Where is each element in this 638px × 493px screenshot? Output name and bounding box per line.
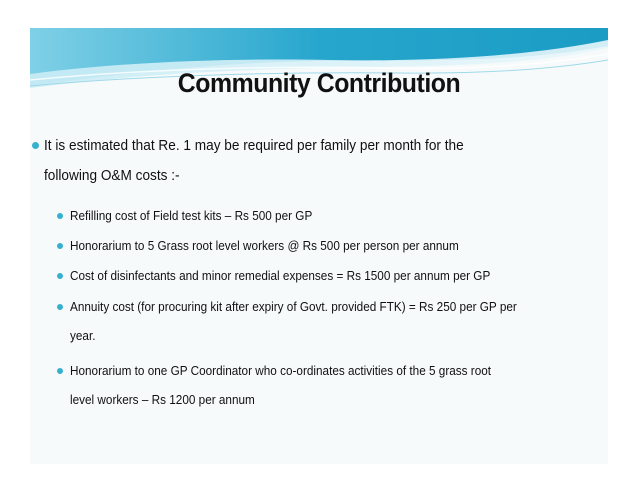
sub-bullet-line: Honorarium to 5 Grass root level workers @ Rs 500 per person per annum — [70, 239, 459, 253]
sub-bullet — [70, 202, 600, 231]
main-bullet-line-2: following O&M costs :- — [44, 168, 180, 184]
slide — [30, 28, 608, 464]
sub-bullet-line: Refilling cost of Field test kits – Rs 500 per GP — [70, 209, 313, 223]
sub-bullet-line: Annuity cost (for procuring kit after expiry of Govt. provided FTK) = Rs 250 per GP per — [70, 300, 517, 314]
bullet-dot-icon — [32, 142, 39, 149]
bullet-dot-icon — [57, 304, 63, 310]
sub-bullet — [70, 232, 600, 261]
sub-bullet-line: Cost of disinfectants and minor remedial expenses = Rs 1500 per annum per GP — [70, 269, 491, 283]
bullet-dot-icon — [57, 213, 63, 219]
bullet-dot-icon — [57, 368, 63, 374]
sub-bullet — [70, 357, 600, 415]
sub-bullet-line-2: level workers – Rs 1200 per annum — [70, 393, 255, 407]
main-bullet-line-1: It is estimated that Re. 1 may be required per family per month for the — [44, 138, 464, 154]
bullet-dot-icon — [57, 243, 63, 249]
sub-bullet — [70, 293, 600, 351]
sub-bullet — [70, 262, 600, 291]
sub-bullet-line-2: year. — [70, 329, 96, 343]
sub-bullet-line: Honorarium to one GP Coordinator who co-ordinates activities of the 5 grass root — [70, 364, 492, 378]
slide-title: Community Contribution — [177, 68, 461, 98]
bullet-dot-icon — [57, 273, 63, 279]
main-bullet — [44, 131, 584, 191]
